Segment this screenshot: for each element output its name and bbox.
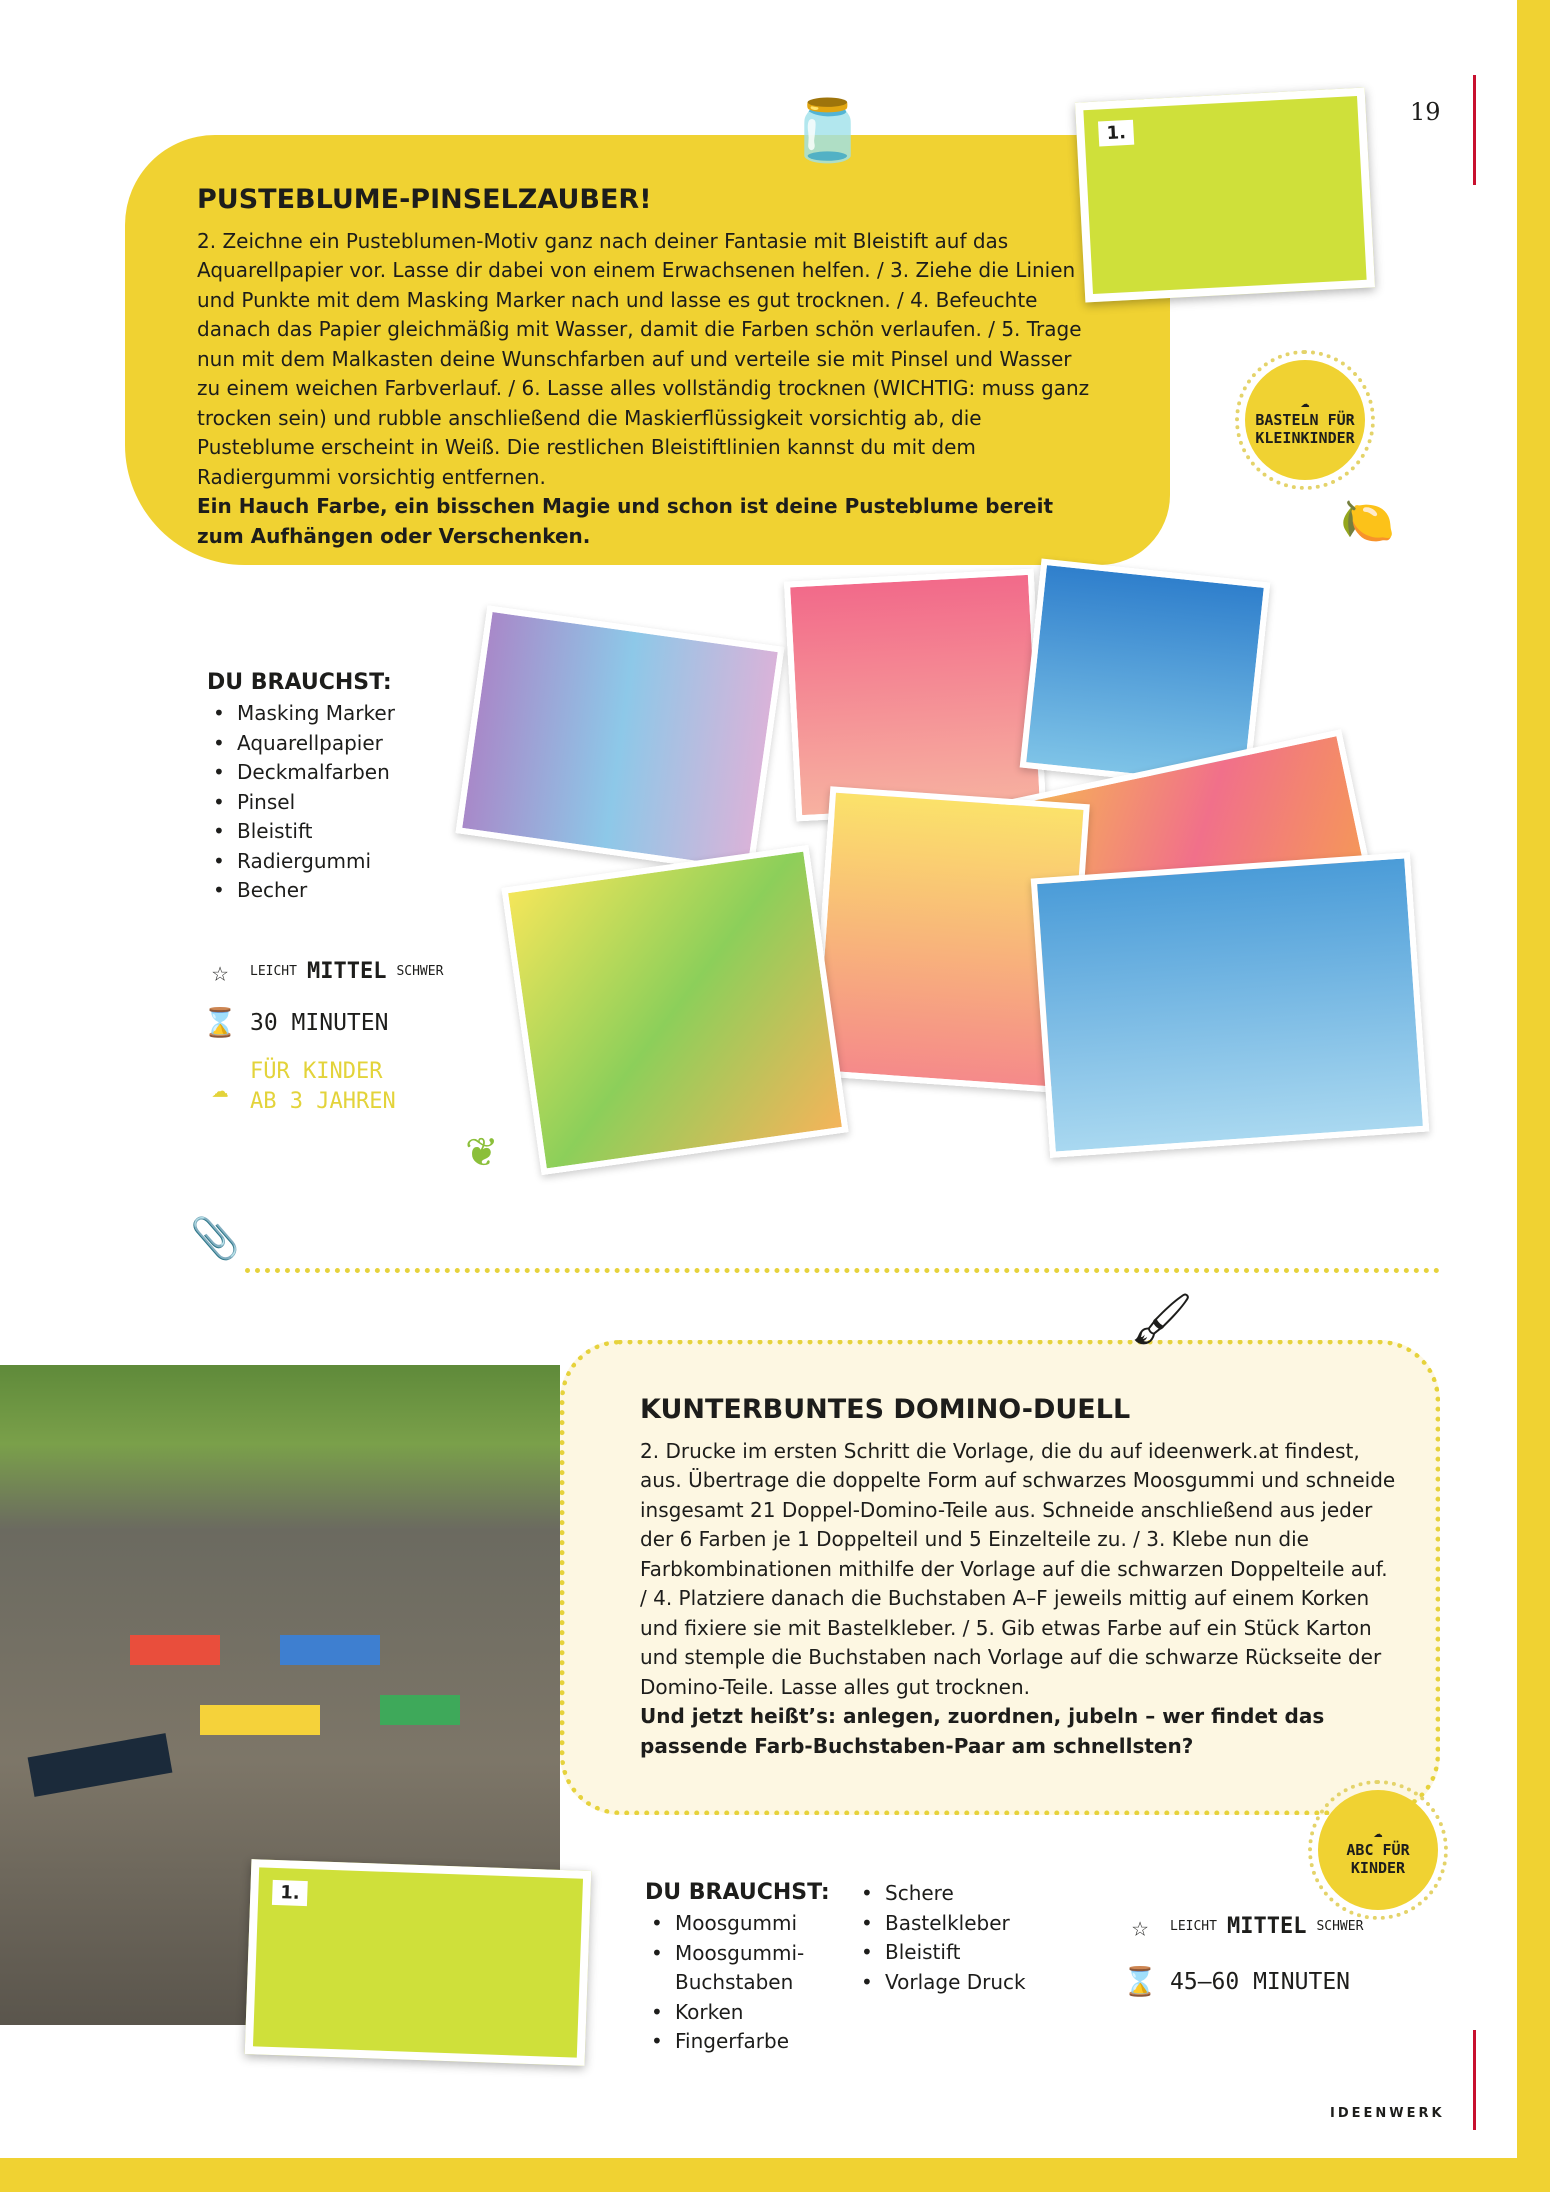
difficulty-row [1120,1910,1363,1943]
duration: 30 MINUTEN [250,1009,389,1036]
badge [1318,1790,1438,1910]
step-label: 1. [272,1880,308,1906]
materials-list [207,670,395,906]
badge-text: BASTELN FÜR KLEINKINDER [1255,411,1355,447]
instructions-block [197,185,1097,551]
clothespin-icon: 📎 [190,1216,240,1262]
duration: 45–60 MINUTEN [1170,1968,1351,1995]
step-photo [1075,88,1375,303]
difficulty-selected: MITTEL [306,959,387,984]
age-line: AB 3 JAHREN [250,1089,396,1114]
step-label: 1. [1098,120,1135,147]
material-item: • Moosgummi [645,1909,825,1939]
age-row [200,1057,443,1117]
section-title: KUNTERBUNTES DOMINO-DUELL [640,1394,1131,1425]
hourglass-icon: ⌛ [1122,1965,1158,1998]
info-block [1120,1910,1363,1998]
material-item: • Korken [645,1998,825,2028]
leaf-icon: ❦ [465,1130,499,1176]
material-item: • Bleistift [855,1938,1026,1968]
closing-text: Ein Hauch Farbe, ein bisschen Magie und schon ist deine Pusteblume bereit zum Aufhängen oder Verschenken. [197,494,1054,548]
red-divider [1473,75,1476,185]
page-number: 19 [1410,98,1441,126]
instructions-text: 2. Drucke im ersten Schritt die Vorlage, die du auf ideenwerk.at findest, aus. Übertrage die doppelte Form auf schwarzes Moosgummi und schneide insgesamt 21 Doppel-Domino-Teile aus. Schneide anschließend aus jeder der 6 Farben je 1 Doppelteil und 5 Einzelteile zu. / 3. Klebe nun die Farbkombinationen mithilfe der Vorlage auf die schwarzen Doppelteile auf. / 4. Platziere danach die Buchstaben A–F jeweils mittig auf einem Korken und fixiere sie mit Bastelkleber. / 5. Gib etwas Farbe auf ein Stück Karton und stemple die Buchstaben nach Vorlage auf die schwarze Rückseite der Domino-Teile. Lasse alles gut trocknen. [640,1438,1396,1699]
difficulty-selected: MITTEL [1226,1914,1307,1939]
tape-jar-illustration-icon: 🫙 [790,96,865,166]
material-item: • Fingerfarbe [645,2027,825,2057]
step-photo [245,1859,592,2066]
material-item: • Becher [207,876,395,906]
difficulty-easy: LEICHT [1170,1919,1217,1934]
material-item: • Bastelkleber [855,1909,1026,1939]
red-divider [1473,2030,1476,2130]
section-title: PUSTEBLUME-PINSELZAUBER! [197,184,652,215]
materials-title: DU BRAUCHST: [207,670,392,695]
age-line: FÜR KINDER [250,1059,383,1084]
page-frame-bottom [0,2158,1550,2192]
material-item: • Aquarellpapier [207,729,395,759]
artwork-photo [460,565,1470,1255]
badge [1245,360,1365,480]
crayons-icon: ☁ [211,1070,229,1104]
dotted-divider [245,1268,1440,1273]
info-block [200,955,443,1117]
material-item: • Bleistift [207,817,395,847]
duration-row [200,1006,443,1039]
materials-title: DU BRAUCHST: [645,1880,830,1905]
difficulty-hard: SCHWER [1316,1919,1364,1934]
material-item: • Radiergummi [207,847,395,877]
star-icon: ☆ [211,955,229,988]
lemon-icon: 🍋 [1340,496,1395,547]
closing-text: Und jetzt heißt’s: anlegen, zuordnen, jubeln – wer findet das passende Farb-Buchstaben-Paar am schnellsten? [640,1704,1325,1758]
material-item: • Vorlage Druck [855,1968,1026,1998]
hourglass-icon: ⌛ [202,1006,238,1039]
material-item: • Deckmalfarben [207,758,395,788]
star-icon: ☆ [1131,1910,1149,1943]
glue-brush-illustration-icon: 🖌 [1130,1290,1194,1348]
materials-list [645,1880,1026,2057]
difficulty-easy: LEICHT [250,964,297,979]
difficulty-hard: SCHWER [396,964,444,979]
material-item: • Pinsel [207,788,395,818]
material-item: • Moosgummi-Buchstaben [645,1939,825,1998]
brand-footer: IDEENWERK [1330,2106,1445,2121]
material-item: • Schere [855,1879,1026,1909]
badge-text: ABC FÜR KINDER [1346,1841,1410,1877]
page-frame-right [1517,0,1550,2192]
duration-row [1120,1965,1363,1998]
difficulty-row [200,955,443,988]
instructions-text: 2. Zeichne ein Pusteblumen-Motiv ganz nach deiner Fantasie mit Bleistift auf das Aquarellpapier vor. Lasse dir dabei von einem Erwachsenen helfen. / 3. Ziehe die Linien und Punkte mit dem Masking Marker nach und lasse es gut trocknen. / 4. Befeuchte danach das Papier gleichmäßig mit Wasser, damit die Farben schön verlaufen. / 5. Trage nun mit dem Malkasten deine Wunschfarben auf und verteile sie mit Pinsel und Wasser zu einem weichen Farbverlauf. / 6. Lasse alles vollständig trocknen (WICHTIG: muss ganz trocken sein) und rubble anschließend die Maskierflüssigkeit vorsichtig ab, die Pusteblume erscheint in Weiß. Die restlichen Bleistiftlinien kannst du mit dem Radiergummi vorsichtig entfernen. [197,228,1090,489]
crayons-icon: ☁ [1373,1823,1383,1841]
crayons-icon: ☁ [1300,393,1310,411]
instructions-block [640,1395,1400,1761]
material-item: • Masking Marker [207,699,395,729]
